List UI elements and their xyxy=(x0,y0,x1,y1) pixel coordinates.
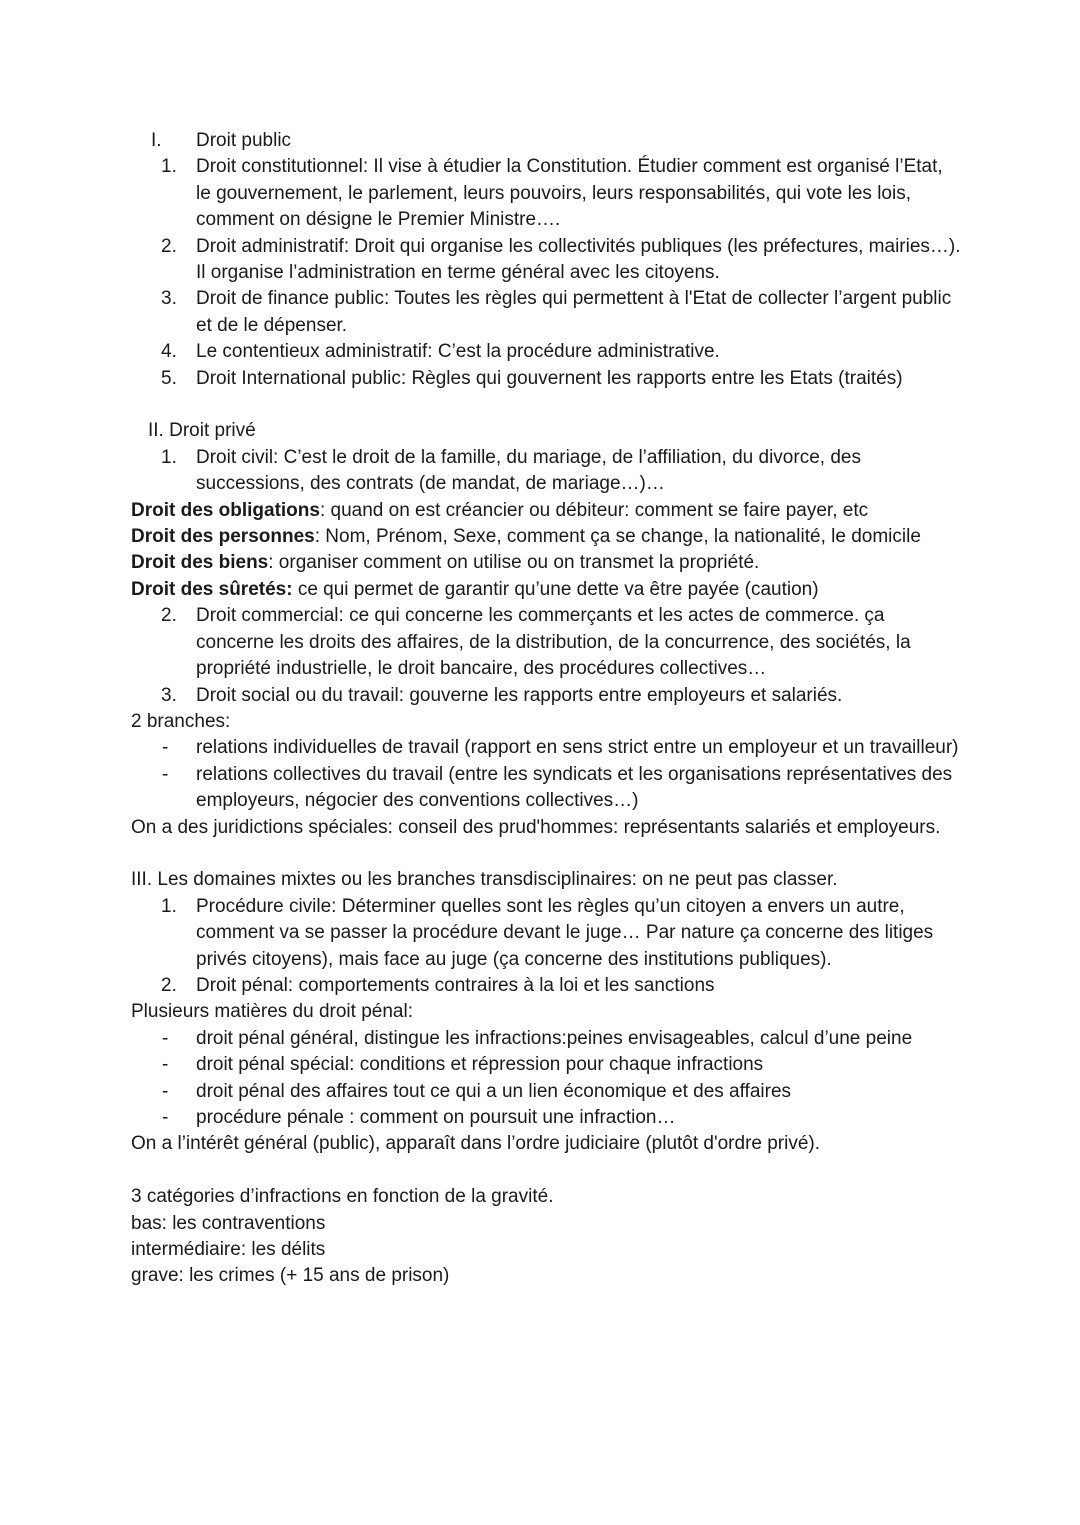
list-text: Droit pénal: comportements contraires à la loi et les sanctions xyxy=(196,974,715,996)
definition-text: : organiser comment on utilise ou on transmet la propriété. xyxy=(268,552,760,574)
document-body xyxy=(131,128,961,1290)
bullet-item xyxy=(131,1079,961,1105)
bullet-dash: - xyxy=(162,763,169,785)
bullet-item xyxy=(131,1052,961,1078)
bullet-dash: - xyxy=(162,1107,169,1128)
list-text: Droit civil: C’est le droit de la famille, du mariage, de l’affiliation, du divorce, des successions, des contrats (de mandat, de mariage…)… xyxy=(196,446,861,495)
bullet-dash: - xyxy=(162,737,169,759)
section-heading-mixtes: III. Les domaines mixtes ou les branches transdisciplinaires: on ne peut pas classer. xyxy=(131,869,838,891)
list-number: 2. xyxy=(161,235,177,257)
list-text: Droit constitutionnel: Il vise à étudier la Constitution. Étudier comment est organisé l’Etat, le gouvernement, le parlement, leurs pouvoirs, leurs responsabilités, qui vote les lois, comment on désigne le Premier Ministre…. xyxy=(196,156,943,231)
infraction-line: grave: les crimes (+ 15 ans de prison) xyxy=(131,1265,450,1287)
list-item xyxy=(131,286,961,339)
definition-line xyxy=(131,577,961,603)
bullet-text: relations collectives du travail (entre les syndicats et les organisations représentatives des employeurs, négocier des conventions collectives…) xyxy=(196,763,953,812)
list-text: Droit administratif: Droit qui organise les collectivités publiques (les préfectures, mairies…). Il organise l’administration en terme général avec les citoyens. xyxy=(196,235,961,284)
list-item xyxy=(131,154,961,233)
list-item xyxy=(131,339,961,365)
bullet-dash: - xyxy=(162,1080,169,1102)
infraction-line: bas: les contraventions xyxy=(131,1212,326,1234)
list-text: Le contentieux administratif: C’est la procédure administrative. xyxy=(196,341,720,363)
matieres-label: Plusieurs matières du droit pénal: xyxy=(131,1001,413,1023)
section-title: Droit public xyxy=(196,130,292,151)
definition-term: Droit des personnes xyxy=(131,526,315,548)
list-text: Droit social ou du travail: gouverne les rapports entre employeurs et salariés. xyxy=(196,684,843,706)
list-item xyxy=(131,973,961,999)
bullet-text: procédure pénale : comment on poursuit une infraction… xyxy=(196,1107,676,1128)
definition-text: : Nom, Prénom, Sexe, comment ça se change, la nationalité, le domicile xyxy=(314,526,921,548)
list-number: 5. xyxy=(161,367,177,389)
bullet-item xyxy=(131,1026,961,1052)
bullet-item xyxy=(131,735,961,761)
bullet-text: droit pénal spécial: conditions et répression pour chaque infractions xyxy=(196,1054,764,1076)
paragraph: On a l’intérêt général (public), apparaît dans l’ordre judiciaire (plutôt d'ordre privé). xyxy=(131,1133,821,1155)
list-number: 3. xyxy=(161,288,177,310)
list-item xyxy=(131,234,961,287)
spacer xyxy=(131,841,961,867)
list-number: 1. xyxy=(161,446,177,468)
list-number: 3. xyxy=(161,684,177,706)
section-heading-prive: II. Droit privé xyxy=(148,420,256,442)
bullet-dash: - xyxy=(162,1054,169,1076)
branches-label: 2 branches: xyxy=(131,710,231,732)
section-marker: I. xyxy=(151,130,162,151)
list-number: 1. xyxy=(161,156,177,178)
definition-term: Droit des biens xyxy=(131,552,269,574)
bullet-text: relations individuelles de travail (rapport en sens strict entre un employeur et un travailleur) xyxy=(196,737,959,759)
paragraph: On a des juridictions spéciales: conseil des prud'hommes: représentants salariés et employeurs. xyxy=(131,816,941,838)
list-number: 4. xyxy=(161,341,177,363)
definition-text: : quand on est créancier ou débiteur: comment se faire payer, etc xyxy=(319,499,869,521)
list-item xyxy=(131,366,961,392)
list-item xyxy=(131,445,961,498)
definition-term: Droit des sûretés: xyxy=(131,578,293,600)
bullet-item xyxy=(131,1105,961,1131)
definition-text: ce qui permet de garantir qu’une dette va être payée (caution) xyxy=(292,578,819,600)
list-text: Droit commercial: ce qui concerne les commerçants et les actes de commerce. ça concerne les droits des affaires, de la distribution, de la concurrence, des sociétés, la propriété industrielle, le droit bancaire, des procédures collectives… xyxy=(196,605,911,680)
definition-line xyxy=(131,498,961,524)
list-text: Droit International public: Règles qui gouvernent les rapports entre les Etats (traités) xyxy=(196,367,903,389)
definition-line xyxy=(131,550,961,576)
list-item xyxy=(131,894,961,973)
section-heading-public xyxy=(131,128,961,154)
list-item xyxy=(131,683,961,709)
list-item xyxy=(131,603,961,682)
list-number: 2. xyxy=(161,974,177,996)
spacer xyxy=(131,392,961,418)
definition-line xyxy=(131,524,961,550)
infraction-line: intermédiaire: les délits xyxy=(131,1239,326,1261)
definition-term: Droit des obligations xyxy=(131,499,320,521)
list-number: 1. xyxy=(161,895,177,917)
list-number: 2. xyxy=(161,605,177,627)
bullet-text: droit pénal général, distingue les infractions:peines envisageables, calcul d’une peine xyxy=(196,1027,913,1049)
spacer xyxy=(131,1158,961,1184)
bullet-dash: - xyxy=(162,1027,169,1049)
list-text: Procédure civile: Déterminer quelles sont les règles qu’un citoyen a envers un autre, comment va se passer la procédure devant le juge… Par nature ça concerne des litiges privés citoyens), mais face au juge (ça concerne des institutions publiques). xyxy=(196,895,934,970)
bullet-text: droit pénal des affaires tout ce qui a un lien économique et des affaires xyxy=(196,1080,792,1102)
bullet-item xyxy=(131,762,961,815)
infractions-intro: 3 catégories d’infractions en fonction de la gravité. xyxy=(131,1186,554,1208)
list-text: Droit de finance public: Toutes les règles qui permettent à l'Etat de collecter l’argent public et de le dépenser. xyxy=(196,288,952,336)
